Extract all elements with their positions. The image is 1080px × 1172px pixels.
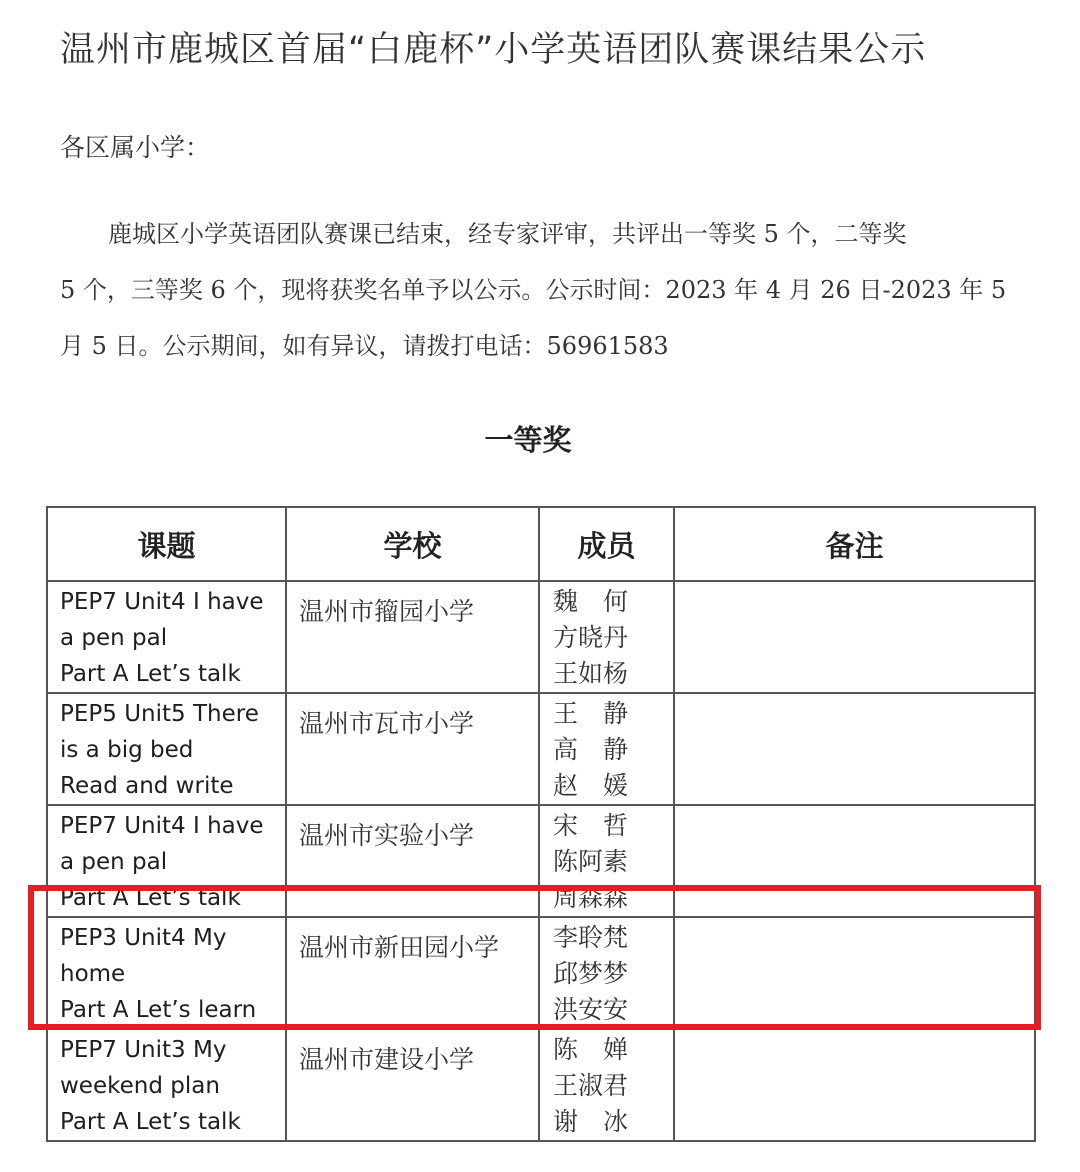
member-name: 陈阿素 [553, 847, 629, 876]
member-name: 高 静 [553, 735, 629, 764]
page-title: 温州市鹿城区首届“白鹿杯”小学英语团队赛课结果公示 [60, 30, 927, 70]
member-name: 周森森 [553, 883, 629, 912]
member-name: 宋 哲 [553, 811, 629, 840]
topic-line: PEP7 Unit4 I have [60, 589, 264, 615]
members-cell [539, 581, 674, 693]
school-name: 温州市建设小学 [299, 1045, 475, 1074]
announcement-line-1: 鹿城区小学英语团队赛课已结束，经专家评审，共评出一等奖 5 个，二等奖 [60, 220, 907, 248]
topic-line: Part A Let’s learn [60, 997, 257, 1023]
school-cell [286, 1029, 539, 1141]
header-topic: 课题 [47, 507, 286, 581]
topic-line: Part A Let’s talk [60, 1109, 241, 1135]
red-highlight-box [28, 885, 1041, 1030]
salutation: 各区属小学： [60, 133, 211, 162]
note-cell [674, 693, 1035, 805]
topic-cell [47, 581, 286, 693]
topic-line: weekend plan [60, 1073, 220, 1099]
topic-line: PEP7 Unit3 My [60, 1037, 227, 1063]
member-name: 魏 何 [553, 587, 629, 616]
announcement-line-2: 5 个，三等奖 6 个，现将获奖名单予以公示。公示时间：2023 年 4 月 26 日-2023 年 5 [60, 276, 1007, 304]
school-cell [286, 693, 539, 805]
header-note: 备注 [674, 507, 1035, 581]
award-table [46, 506, 1036, 1142]
section-heading: 一等奖 [484, 423, 572, 457]
table-header-row [47, 507, 1035, 581]
topic-line: is a big bed [60, 737, 194, 763]
members-cell [539, 693, 674, 805]
note-cell [674, 581, 1035, 693]
topic-cell [47, 693, 286, 805]
member-name: 方晓丹 [553, 623, 629, 652]
topic-line: a pen pal [60, 625, 168, 651]
topic-line: Part A Let’s talk [60, 885, 241, 911]
topic-line: PEP7 Unit4 I have [60, 813, 264, 839]
school-name: 温州市实验小学 [299, 821, 475, 850]
topic-line: home [60, 961, 126, 987]
member-name: 洪安安 [553, 995, 629, 1024]
member-name: 赵 媛 [553, 771, 629, 800]
note-cell [674, 1029, 1035, 1141]
member-name: 王如杨 [553, 659, 629, 688]
topic-cell [47, 1029, 286, 1141]
member-name: 陈 婵 [553, 1035, 629, 1064]
school-name: 温州市新田园小学 [299, 933, 500, 962]
topic-line: PEP3 Unit4 My [60, 925, 227, 951]
topic-line: PEP5 Unit5 There [60, 701, 259, 727]
member-name: 王 静 [553, 699, 629, 728]
members-cell [539, 1029, 674, 1141]
table-row [47, 581, 1035, 693]
topic-line: Read and write [60, 773, 234, 799]
member-name: 谢 冰 [553, 1107, 629, 1136]
header-school: 学校 [286, 507, 539, 581]
school-name: 温州市瓦市小学 [299, 709, 475, 738]
header-members: 成员 [539, 507, 674, 581]
announcement-line-3: 月 5 日。公示期间，如有异议，请拨打电话：56961583 [60, 332, 669, 360]
member-name: 邱梦梦 [553, 959, 629, 988]
school-cell [286, 581, 539, 693]
topic-line: Part A Let’s talk [60, 661, 241, 687]
member-name: 王淑君 [553, 1071, 629, 1100]
topic-line: a pen pal [60, 849, 168, 875]
school-name: 温州市籀园小学 [299, 597, 475, 626]
table-row [47, 1029, 1035, 1141]
member-name: 李聆梵 [553, 923, 629, 952]
table-row [47, 693, 1035, 805]
